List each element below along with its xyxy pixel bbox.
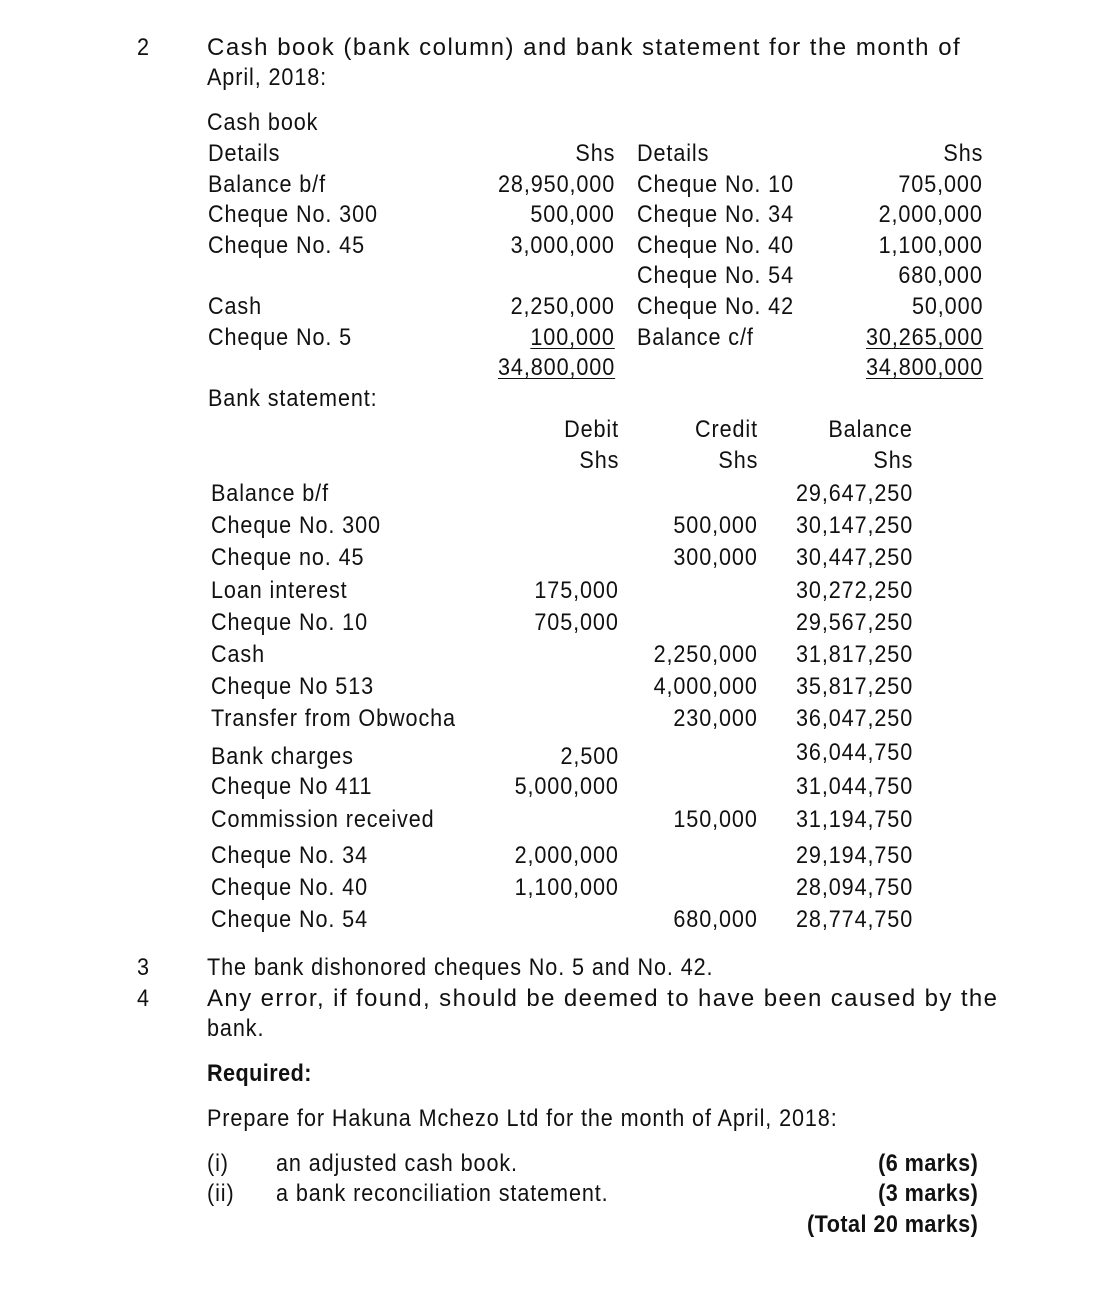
cash-book-debit-details: Cheque No. 300 — [208, 201, 378, 228]
cash-book-debit-details: Balance b/f — [208, 171, 326, 198]
cash-book-debit-amount: 100,000 — [530, 324, 615, 351]
bank-statement-row-credit: 500,000 — [673, 512, 758, 539]
cash-book-credit-amount: 50,000 — [911, 293, 983, 320]
required-item-text: an adjusted cash book. — [276, 1150, 518, 1177]
bank-statement-row-details: Cheque No. 40 — [211, 874, 369, 901]
cash-book-debit-amount: 2,250,000 — [510, 293, 615, 320]
cash-book-debit-shs-header: Shs — [575, 140, 615, 167]
bank-statement-debit-unit: Shs — [579, 447, 619, 474]
bank-statement-row-credit: 230,000 — [673, 705, 758, 732]
cash-book-credit-details: Cheque No. 34 — [637, 201, 795, 228]
cash-book-debit-amount: 28,950,000 — [497, 171, 615, 198]
cash-book-credit-details: Balance c/f — [637, 324, 754, 351]
cash-book-debit-amount: 3,000,000 — [510, 232, 615, 259]
cash-book-debit-details: Cheque No. 5 — [208, 324, 353, 351]
cash-book-debit-details: Cash — [208, 293, 263, 320]
required-item-text: a bank reconciliation statement. — [276, 1180, 609, 1207]
cash-book-debit-details: Cheque No. 45 — [208, 232, 366, 259]
item-3-text: The bank dishonored cheques No. 5 and No. 42. — [207, 954, 714, 981]
required-item-label: (ii) — [207, 1180, 235, 1207]
item-4-line-2: bank. — [207, 1015, 265, 1042]
cash-book-credit-details: Cheque No. 40 — [637, 232, 795, 259]
cash-book-credit-details: Cheque No. 10 — [637, 171, 795, 198]
bank-statement-row-details: Cheque no. 45 — [211, 544, 365, 571]
required-intro: Prepare for Hakuna Mchezo Ltd for the month of April, 2018: — [207, 1105, 838, 1132]
bank-statement-row-balance: 29,567,250 — [795, 609, 913, 636]
required-item-marks: (3 marks) — [877, 1180, 978, 1207]
total-marks: (Total 20 marks) — [806, 1211, 978, 1238]
bank-statement-row-details: Balance b/f — [211, 480, 329, 507]
item-number-3: 3 — [137, 954, 150, 981]
bank-statement-row-balance: 31,194,750 — [795, 806, 913, 833]
bank-statement-row-credit: 300,000 — [673, 544, 758, 571]
bank-statement-row-credit: 150,000 — [673, 806, 758, 833]
bank-statement-row-balance: 36,044,750 — [795, 739, 913, 766]
bank-statement-balance-unit: Shs — [873, 447, 913, 474]
bank-statement-balance-header: Balance — [828, 416, 913, 443]
cash-book-credit-amount: 2,000,000 — [878, 201, 983, 228]
intro-line-1: Cash book (bank column) and bank statement for the month of — [207, 34, 962, 61]
bank-statement-row-balance: 30,147,250 — [795, 512, 913, 539]
bank-statement-row-debit: 705,000 — [534, 609, 619, 636]
bank-statement-row-balance: 30,447,250 — [795, 544, 913, 571]
bank-statement-credit-unit: Shs — [718, 447, 758, 474]
bank-statement-row-balance: 28,774,750 — [795, 906, 913, 933]
bank-statement-debit-header: Debit — [564, 416, 619, 443]
bank-statement-row-credit: 2,250,000 — [653, 641, 758, 668]
bank-statement-row-balance: 29,647,250 — [795, 480, 913, 507]
bank-statement-row-balance: 35,817,250 — [795, 673, 913, 700]
bank-statement-row-details: Bank charges — [211, 743, 354, 770]
intro-line-2: April, 2018: — [207, 64, 328, 91]
bank-statement-row-balance: 28,094,750 — [795, 874, 913, 901]
cash-book-credit-amount: 30,265,000 — [865, 324, 983, 351]
bank-statement-row-credit: 4,000,000 — [653, 673, 758, 700]
cash-book-debit-amount: 500,000 — [530, 201, 615, 228]
cash-book-credit-amount: 680,000 — [898, 262, 983, 289]
bank-statement-row-debit: 5,000,000 — [514, 773, 619, 800]
bank-statement-row-balance: 30,272,250 — [795, 577, 913, 604]
bank-statement-row-debit: 1,100,000 — [514, 874, 619, 901]
bank-statement-row-debit: 2,000,000 — [514, 842, 619, 869]
bank-statement-row-credit: 680,000 — [673, 906, 758, 933]
bank-statement-row-balance: 29,194,750 — [795, 842, 913, 869]
cash-book-credit-amount: 1,100,000 — [878, 232, 983, 259]
bank-statement-row-details: Cheque No. 300 — [211, 512, 381, 539]
cash-book-credit-shs-header: Shs — [943, 140, 983, 167]
cash-book-credit-details-header: Details — [637, 140, 710, 167]
bank-statement-row-balance: 36,047,250 — [795, 705, 913, 732]
cash-book-debit-details-header: Details — [208, 140, 281, 167]
cash-book-credit-details: Cheque No. 42 — [637, 293, 795, 320]
bank-statement-row-debit: 2,500 — [560, 743, 619, 770]
item-4-line-1: Any error, if found, should be deemed to have been caused by the — [207, 985, 999, 1012]
bank-statement-row-details: Commission received — [211, 806, 435, 833]
bank-statement-row-details: Cheque No. 10 — [211, 609, 369, 636]
cash-book-credit-total: 34,800,000 — [865, 354, 983, 381]
cash-book-debit-total: 34,800,000 — [497, 354, 615, 381]
bank-statement-row-details: Cheque No. 34 — [211, 842, 369, 869]
bank-statement-row-balance: 31,044,750 — [795, 773, 913, 800]
required-item-marks: (6 marks) — [877, 1150, 978, 1177]
bank-statement-row-details: Loan interest — [211, 577, 348, 604]
bank-statement-row-balance: 31,817,250 — [795, 641, 913, 668]
required-item-label: (i) — [207, 1150, 229, 1177]
bank-statement-row-details: Cheque No 411 — [211, 773, 373, 800]
required-heading: Required: — [207, 1060, 312, 1087]
bank-statement-row-details: Cheque No. 54 — [211, 906, 369, 933]
item-number-4: 4 — [137, 985, 150, 1012]
cash-book-credit-details: Cheque No. 54 — [637, 262, 795, 289]
bank-statement-row-details: Transfer from Obwocha — [211, 705, 456, 732]
item-number-2: 2 — [137, 34, 150, 61]
bank-statement-title: Bank statement: — [208, 385, 378, 412]
bank-statement-row-debit: 175,000 — [534, 577, 619, 604]
cash-book-credit-amount: 705,000 — [898, 171, 983, 198]
bank-statement-credit-header: Credit — [694, 416, 758, 443]
bank-statement-row-details: Cheque No 513 — [211, 673, 375, 700]
cash-book-title: Cash book — [207, 109, 319, 136]
bank-statement-row-details: Cash — [211, 641, 266, 668]
